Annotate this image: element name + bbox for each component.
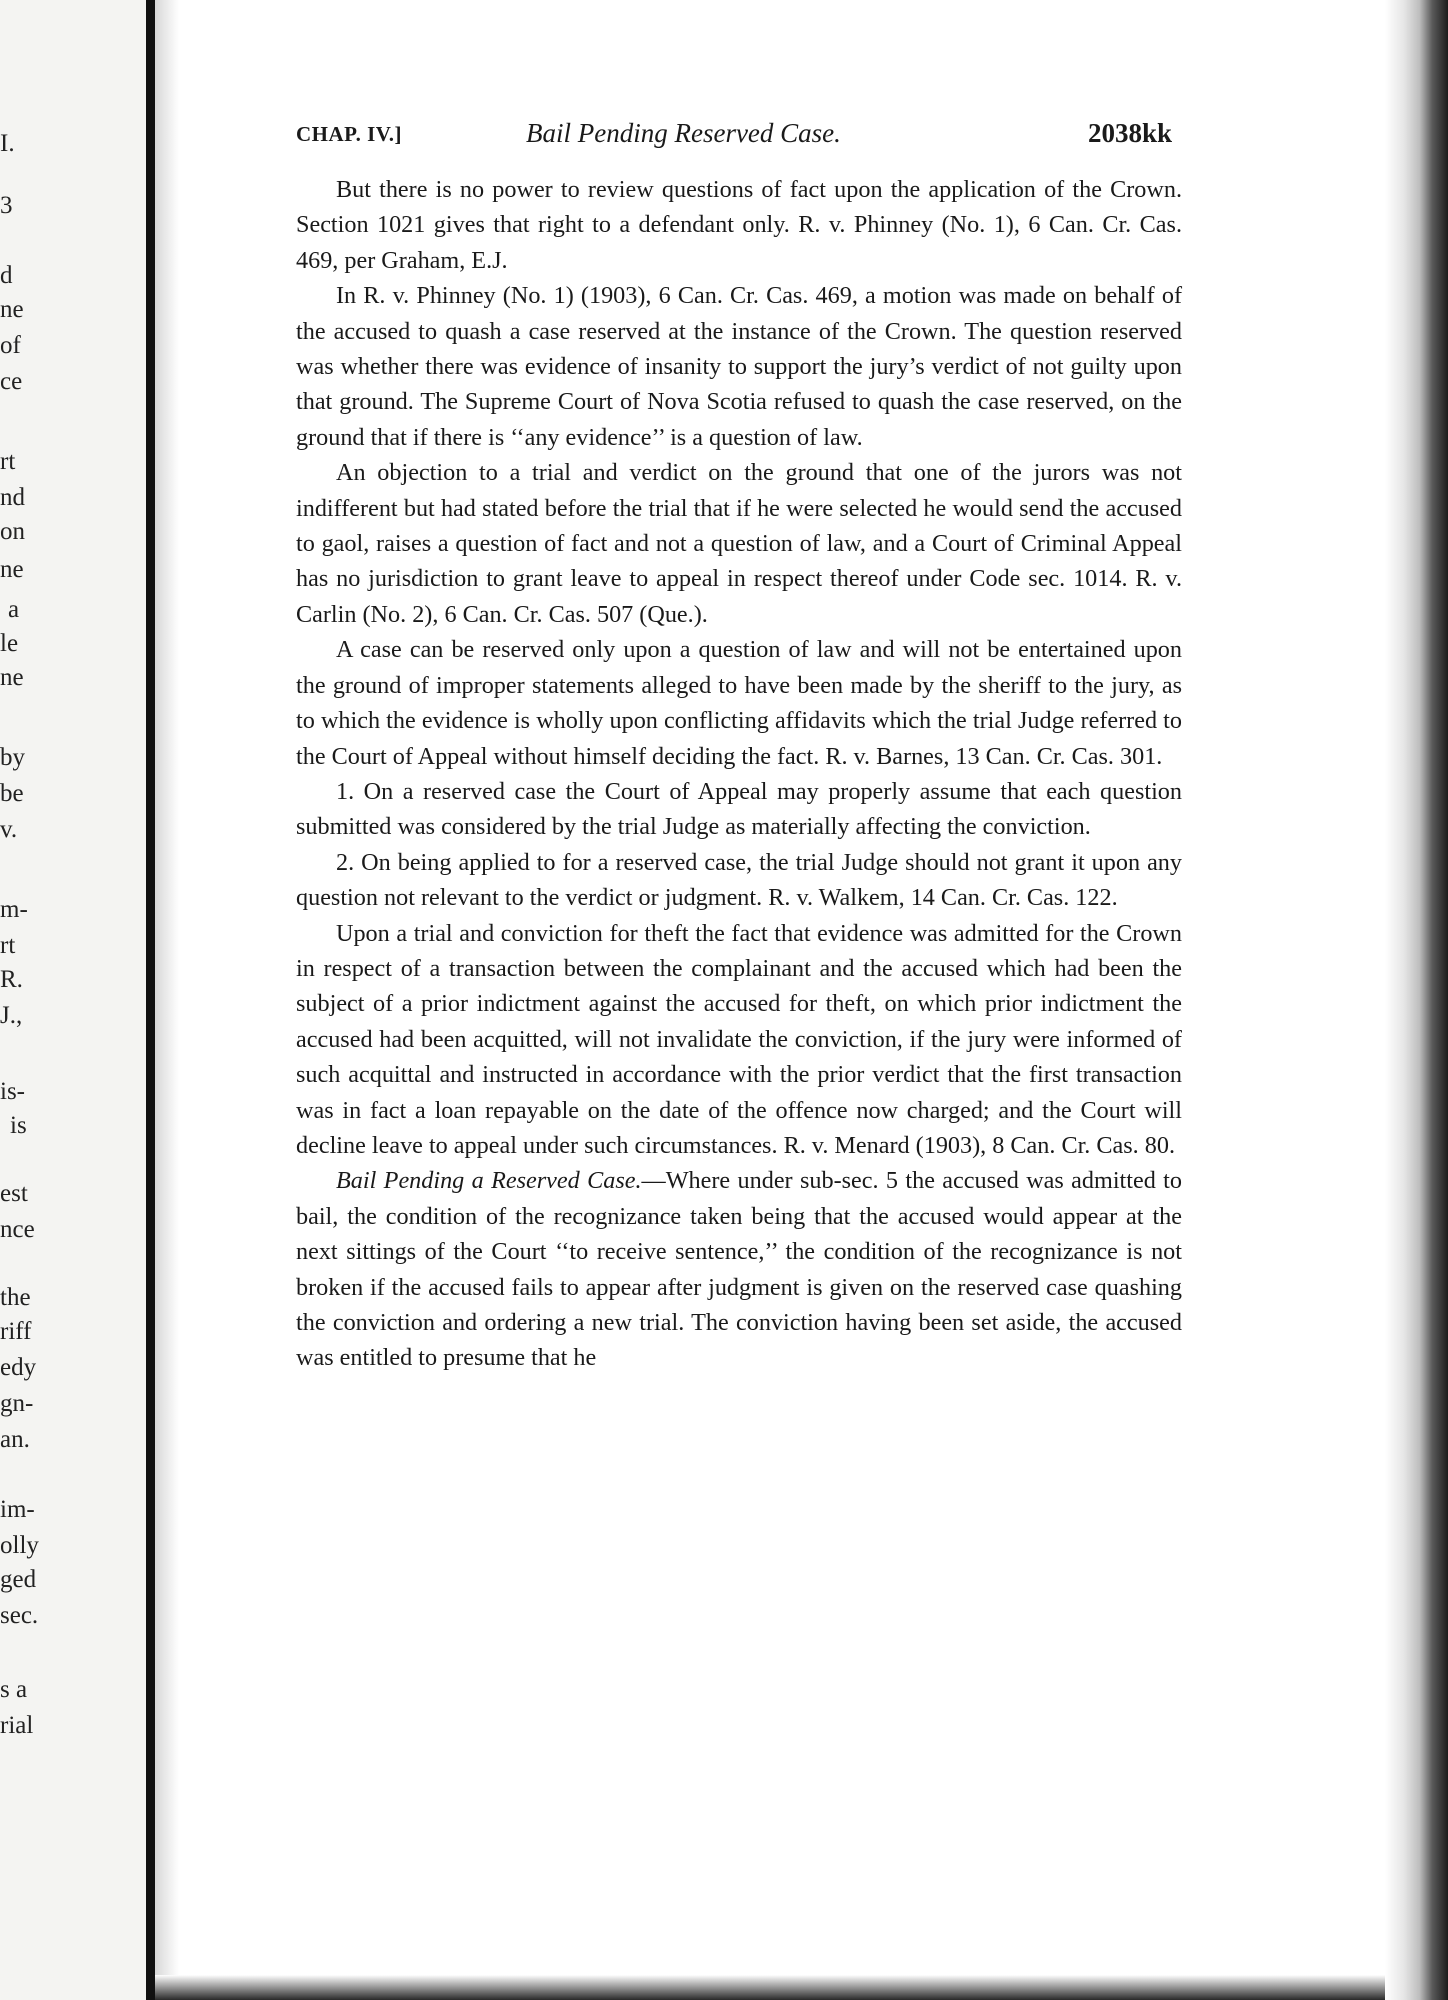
facing-page-text: gn- [0,1390,34,1417]
facing-page-text: sec. [0,1602,39,1629]
facing-page-text: est [0,1180,28,1207]
facing-page-text: olly [0,1532,39,1559]
facing-page-text: of [0,332,21,359]
paragraph: Upon a trial and conviction for theft the fact that evidence was admitted for the Crown in respect of a transaction between the complainant and the accused which had been the subject of a prior indictment against the accused for theft, on which prior indictment the accused had been acquitted, will not invalidate the conviction, if the jury were informed of such acquittal and instructed in accordance with the prior verdict that the first transaction was in fact a loan repayable on the date of the offence now charged; and the Court will decline leave to appeal under such circumstances. R. v. Menard (1903), 8 Can. Cr. Cas. 80. [296,919,1182,1159]
facing-page-text: edy [0,1354,37,1381]
facing-page-text: the [0,1284,31,1311]
facing-page-text: rt [0,448,16,475]
facing-page-text: nd [0,484,25,511]
facing-page-text: 3 [0,192,13,219]
facing-page-text: d [0,262,13,289]
paragraph: 1. On a reserved case the Court of Appeal may properly assume that each question submitted was considered by the trial Judge as materially affecting the conviction. [296,777,1182,841]
facing-page-text: rial [0,1712,34,1739]
facing-page-text: is [10,1112,27,1139]
facing-page-text: ged [0,1566,37,1593]
facing-page-text: R. [0,966,23,993]
facing-page-text: im- [0,1496,35,1523]
paragraph: 2. On being applied to for a reserved case, the trial Judge should not grant it upon any question not relevant to the verdict or judgment. R. v. Walkem, 14 Can. Cr. Cas. 122. [296,848,1182,912]
facing-page-text: ne [0,296,24,323]
page-edge-right [1385,0,1448,2000]
facing-page-text: rt [0,932,16,959]
facing-page-text: le [0,630,19,657]
facing-page-text: m- [0,896,28,923]
paragraph: An objection to a trial and verdict on the ground that one of the jurors was not indifferent but had stated before the trial that if he were selected he would send the accused to gaol, raises a question of fact and not a question of law, and a Court of Criminal Appeal has no jurisdiction to grant leave to appeal in respect thereof under Code sec. 1014. R. v. Carlin (No. 2), 6 Can. Cr. Cas. 507 (Que.). [296,459,1182,628]
facing-page-fragment [0,0,148,2000]
chapter-label: CHAP. IV.] [296,122,402,146]
facing-page-text: by [0,744,25,771]
paragraph-bail-pending [296,1163,1182,1375]
facing-page-text: ne [0,664,24,691]
paragraph: But there is no power to review questions of fact upon the application of the Crown. Section 1021 gives that right to a defendant only. R. v. Phinney (No. 1), 6 Can. Cr. Cas. 469, per Graham, E.J. [296,176,1182,274]
section-text: —Where under sub-sec. 5 the accused was admitted to bail, the condition of the recognizance taken being that the accused would appear at the next sittings of the Court ‘‘to receive sentence,’’ the condition of the recognizance is not broken if the accused fails to appear after judgment is given on the reserved case quashing the conviction and ordering a new trial. The conviction having been set aside, the accused was entitled to presume that he [296,1167,1182,1372]
paragraph: A case can be reserved only upon a question of law and will not be entertained upon the ground of improper statements alleged to have been made by the sheriff to the jury, as to which the evidence is wholly upon conflicting affidavits which the trial Judge referred to the Court of Appeal without himself deciding the fact. R. v. Barnes, 13 Can. Cr. Cas. 301. [296,636,1182,770]
facing-page-text: nce [0,1216,35,1243]
facing-page-text: J., [0,1002,23,1029]
facing-page-text: ne [0,556,24,583]
running-header [296,118,1182,158]
running-title: Bail Pending Reserved Case. [526,118,841,148]
facing-page-text: ce [0,368,23,395]
facing-page-text: riff [0,1318,32,1345]
facing-page-text: v. [0,816,18,843]
book-gutter [146,0,155,2000]
page-number: 2038kk [1087,118,1172,148]
facing-page-text: a [8,596,20,623]
paragraph: In R. v. Phinney (No. 1) (1903), 6 Can. Cr. Cas. 469, a motion was made on behalf of the accused to quash a case reserved at the instance of the Crown. The question reserved was whether there was evidence of insanity to support the jury’s verdict of not guilty upon that ground. The Supreme Court of Nova Scotia refused to quash the case reserved, on the ground that if there is ‘‘any evidence’’ is a question of law. [296,282,1182,451]
facing-page-text: be [0,780,24,807]
facing-page-text: an. [0,1426,30,1453]
body-text [296,172,1182,1376]
book-page [296,118,1182,1376]
facing-page-text: s a [0,1676,28,1703]
facing-page-text: I. [0,130,15,157]
gutter-shadow [155,0,179,2000]
facing-page-text: is- [0,1078,25,1105]
page-edge-bottom [155,1975,1385,2000]
facing-page-text: on [0,518,25,545]
section-heading: Bail Pending a Reserved Case. [336,1167,642,1195]
